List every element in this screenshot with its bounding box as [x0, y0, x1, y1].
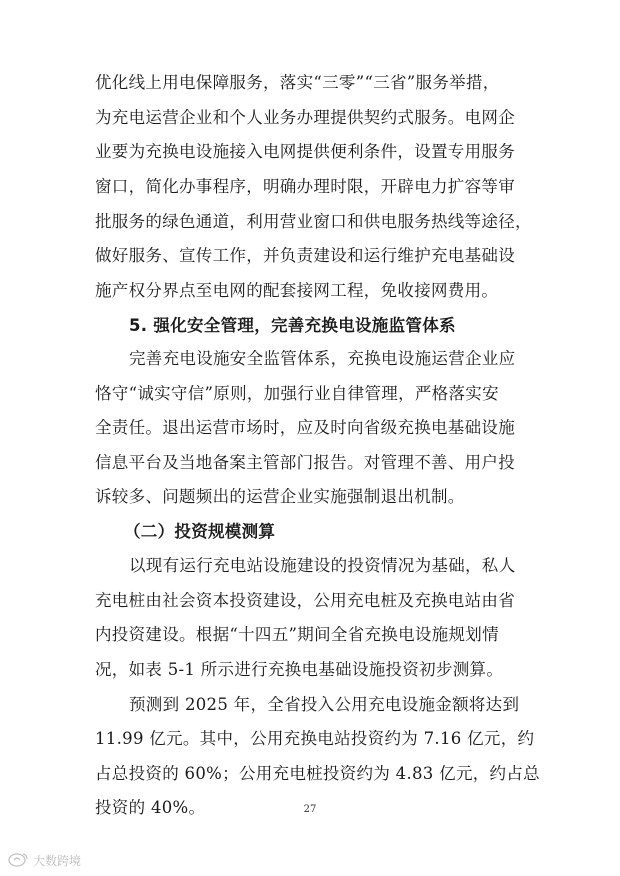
paragraph-line: 全责任。退出运营市场时，应及时向省级充换电基础设施 — [95, 418, 515, 437]
paragraph-line: 批服务的绿色通道，利用营业窗口和供电服务热线等途径， — [95, 212, 532, 231]
watermark-text: 大数跨境 — [33, 853, 82, 868]
paragraph-line: 11.99 亿元。其中，公用充换电站投资约为 7.16 亿元，约 — [95, 729, 535, 748]
paragraph-line: 窗口，简化办事程序，明确办理时限，开辟电力扩容等审 — [95, 177, 515, 196]
paragraph-line: 内投资建设。根据“十四五”期间全省充换电设施规划情 — [95, 625, 499, 644]
paragraph-line: 施产权分界点至电网的配套接网工程，免收接网费用。 — [95, 281, 499, 300]
paragraph-line: 充电桩由社会资本投资建设，公用充电桩及充换电站由省 — [95, 591, 515, 610]
paragraph-line: 预测到 2025 年，全省投入公用充电设施金额将达到 — [129, 695, 520, 714]
paragraph-line: 况，如表 5-1 所示进行充换电基础设施投资初步测算。 — [95, 660, 504, 679]
paragraph-line: 优化线上用电保障服务，落实“三零”“三省”服务举措， — [95, 73, 500, 92]
paragraph-line: 完善充电设施安全监管体系，充换电设施运营企业应 — [129, 349, 516, 368]
paragraph-line: 信息平台及当地备案主管部门报告。对管理不善、用户投 — [95, 453, 515, 472]
page-number: 27 — [303, 804, 317, 815]
section-heading-5: 5. 强化安全管理，完善充换电设施监管体系 — [129, 316, 456, 335]
paragraph-line: 占总投资的 60%；公用充电桩投资约为 4.83 亿元，约占总 — [95, 764, 540, 783]
paragraph-line: 业要为充换电设施接入电网提供便利条件，设置专用服务 — [95, 142, 515, 161]
paragraph-line: 做好服务、宣传工作，并负责建设和运行维护充电基础设 — [95, 246, 515, 265]
watermark — [8, 851, 81, 869]
section-heading-investment: （二）投资规模测算 — [124, 522, 276, 541]
paragraph-line: 诉较多、问题频出的运营企业实施强制退出机制。 — [95, 487, 465, 506]
paragraph-line: 恪守“诚实守信”原则，加强行业自律管理，严格落实安 — [95, 384, 499, 403]
watermark-logo-icon — [8, 851, 33, 870]
paragraph-line: 以现有运行充电站设施建设的投资情况为基础，私人 — [129, 556, 516, 575]
paragraph-line: 投资的 40%。 — [95, 798, 206, 817]
paragraph-line: 为充电运营企业和个人业务办理提供契约式服务。电网企 — [95, 108, 515, 127]
